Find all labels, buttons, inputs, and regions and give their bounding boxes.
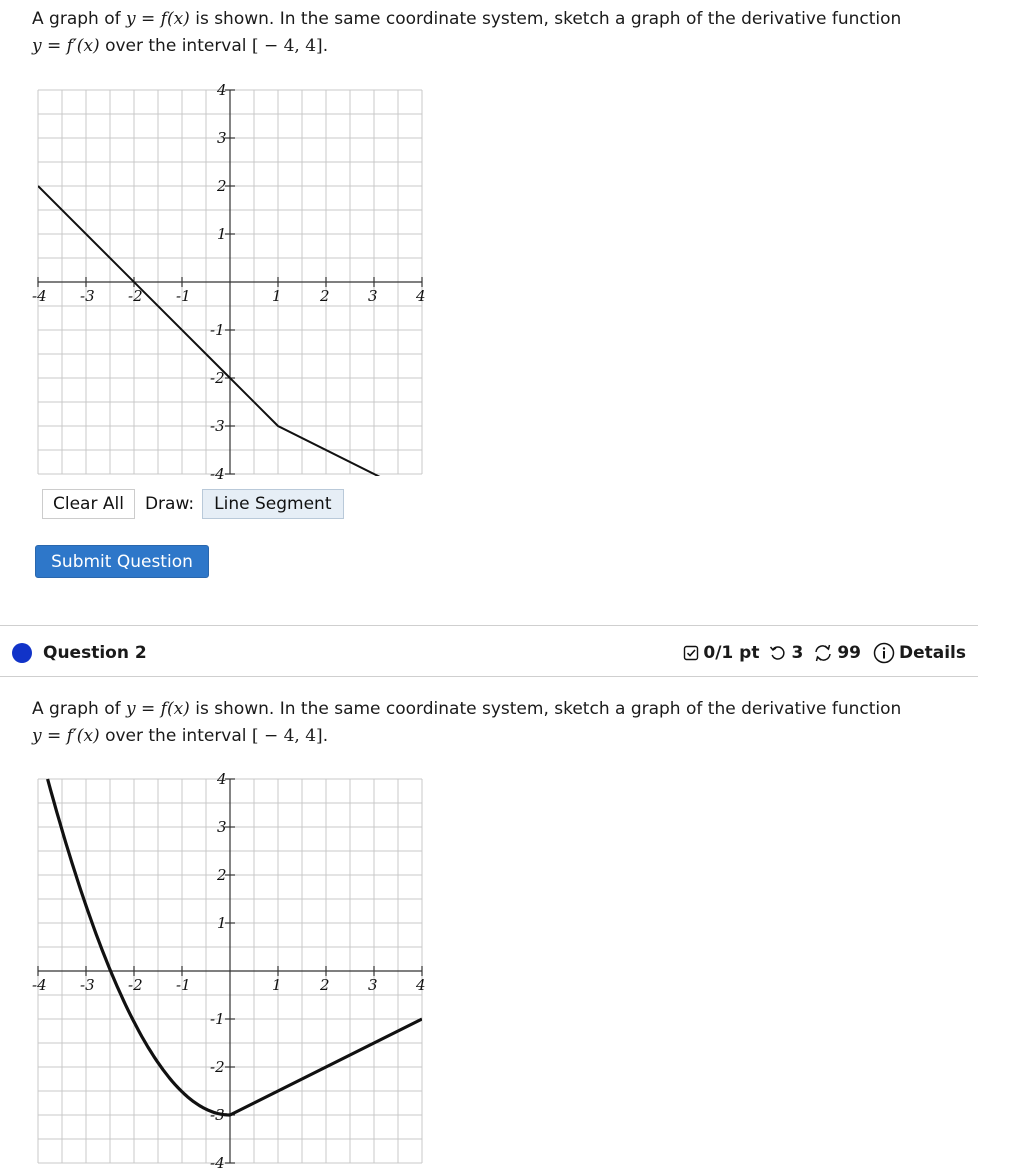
submit-question-button[interactable]: Submit Question <box>35 545 209 578</box>
q2-y-tick-label: 2 <box>217 866 227 884</box>
q1-prompt: A graph of y = f(x) is shown. In the same coordinate system, sketch a graph of the derivative function y = f′(x) over the interval [ − 4, 4]. <box>32 9 902 56</box>
q1-y-tick-label: -3 <box>210 417 225 435</box>
q1-equation: y = f(x) <box>126 9 190 29</box>
q1-x-tick-label: 2 <box>320 287 330 305</box>
q2-x-tick-label: 1 <box>272 976 282 994</box>
retry-icon <box>769 645 787 661</box>
q2-interval: [ − 4, 4] <box>251 726 323 746</box>
q2-derivative-equation: y = f′(x) <box>32 726 100 746</box>
q1-y-tick-label: 2 <box>217 177 227 195</box>
q1-y-tick-label: 3 <box>217 129 227 147</box>
attempts-group <box>813 643 861 663</box>
question-meta <box>673 642 966 664</box>
q1-interval: [ − 4, 4] <box>251 36 323 56</box>
q2-prompt: A graph of y = f(x) is shown. In the same coordinate system, sketch a graph of the derivative function y = f′(x) over the interval [ − 4, 4]. <box>32 699 902 746</box>
score-text: 0/1 pt <box>703 643 760 663</box>
q2-y-tick-label: 3 <box>217 818 227 836</box>
q1-x-tick-label: -2 <box>128 287 143 305</box>
q2-graph[interactable] <box>0 0 440 1176</box>
q2-x-tick-label: 2 <box>320 976 330 994</box>
q2-y-tick-label: 1 <box>217 914 227 932</box>
q2-equation: y = f(x) <box>126 699 190 719</box>
q1-y-tick-label: 1 <box>217 225 227 243</box>
info-icon <box>873 642 895 664</box>
q1-derivative-equation: y = f′(x) <box>32 36 100 56</box>
q1-x-tick-label: 1 <box>272 287 282 305</box>
q2-x-tick-label: -2 <box>128 976 143 994</box>
q1-x-tick-label: 4 <box>416 287 426 305</box>
checkbox-icon <box>683 645 699 661</box>
q2-y-tick-label: -4 <box>210 1154 225 1172</box>
q1-x-tick-label: -4 <box>32 287 47 305</box>
q2-x-tick-label: -1 <box>176 976 191 994</box>
q1-x-tick-label: -3 <box>80 287 95 305</box>
q2-y-tick-label: -3 <box>210 1106 225 1124</box>
q2-x-tick-label: 4 <box>416 976 426 994</box>
q1-y-tick-label: -1 <box>210 321 225 339</box>
retries-group <box>769 643 803 663</box>
details-link[interactable] <box>873 642 966 664</box>
q2-y-tick-label: -2 <box>210 1058 225 1076</box>
q2-x-tick-label: -3 <box>80 976 95 994</box>
q2-x-tick-label: 3 <box>368 976 378 994</box>
line-segment-tool-button[interactable]: Line Segment <box>202 489 343 519</box>
refresh-arrows-icon <box>813 644 833 662</box>
q1-x-tick-label: 3 <box>368 287 378 305</box>
q1-y-tick-label: 4 <box>217 81 227 99</box>
q2-x-tick-label: -4 <box>32 976 47 994</box>
question-title: Question 2 <box>43 643 147 663</box>
score-group <box>683 643 759 663</box>
details-label[interactable]: Details <box>898 643 966 663</box>
q2-y-tick-label: -1 <box>210 1010 225 1028</box>
q2-y-tick-label: 4 <box>217 770 227 788</box>
q1-y-tick-label: -2 <box>210 369 225 387</box>
clear-all-button[interactable]: Clear All <box>42 489 135 519</box>
q1-x-tick-label: -1 <box>176 287 191 305</box>
q1-y-tick-label: -4 <box>210 465 225 483</box>
q2-graph-canvas[interactable] <box>0 0 440 1176</box>
retries-count: 3 <box>791 643 804 663</box>
attempts-count: 99 <box>837 643 861 663</box>
draw-label: Draw: <box>144 494 195 514</box>
